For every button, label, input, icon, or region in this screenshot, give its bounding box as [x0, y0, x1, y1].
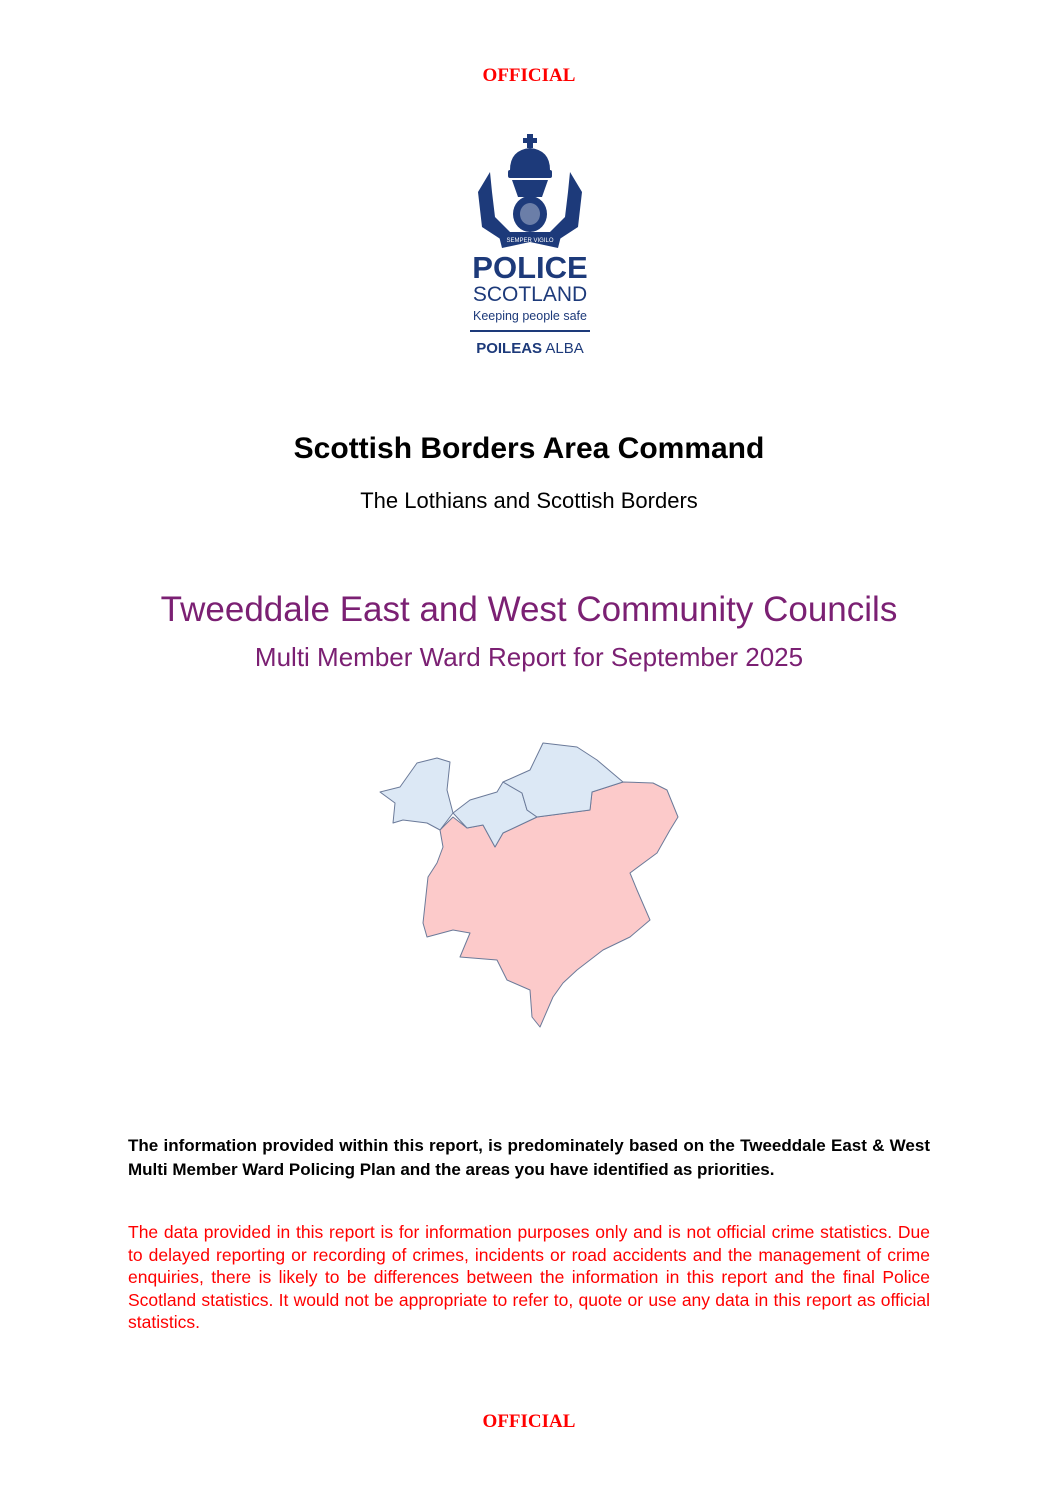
division-subheading: The Lothians and Scottish Borders — [360, 488, 698, 513]
logo-poileas: POILEAS — [476, 340, 543, 357]
crest-icon — [460, 132, 600, 252]
map-region-west — [380, 758, 453, 830]
report-subtitle: Multi Member Ward Report for September 2025 — [254, 642, 804, 672]
report-title: Tweeddale East and West Community Councils — [160, 590, 898, 629]
logo-tagline: Keeping people safe — [473, 309, 587, 323]
logo-divider — [470, 330, 590, 332]
logo-alba: ALBA — [545, 340, 584, 357]
map-region-highlighted — [423, 782, 678, 1027]
classification-footer: OFFICIAL — [482, 1411, 576, 1432]
logo-police: POLICE — [472, 250, 588, 285]
logo-motto: SEMPER VIGILO — [506, 238, 554, 244]
map-region-northeast — [503, 743, 623, 817]
police-scotland-logo — [460, 132, 600, 362]
classification-header: OFFICIAL — [482, 65, 576, 86]
disclaimer-paragraph: The data provided in this report is for information purposes only and is not official crime statistics. Due to delayed reporting or recording of crimes, incidents or road accidents and the management of crime enquiries, there is likely to be differences between the information in this report and the final Police Scotland statistics. It would not be appropriate to refer to, quote or use any data in this report as official statistics. — [128, 1222, 930, 1332]
logo-scotland: SCOTLAND — [472, 283, 588, 306]
map-region-middle — [453, 782, 537, 847]
area-command-heading: Scottish Borders Area Command — [293, 432, 765, 465]
intro-paragraph: The information provided within this report, is predominately based on the Tweeddale East & West Multi Member Ward Policing Plan and the areas you have identified as priorities. — [128, 1136, 930, 1179]
